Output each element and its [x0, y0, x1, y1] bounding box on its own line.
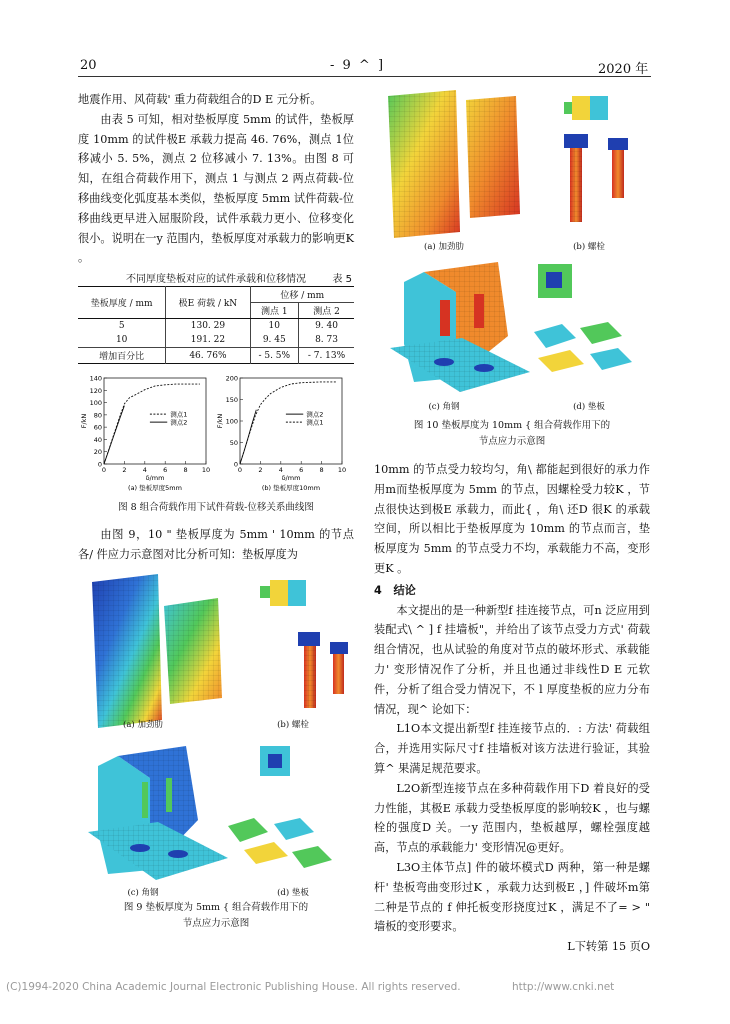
y-tick-label: 200 [225, 374, 238, 383]
fig9-label-d: (d) 垫板 [277, 888, 309, 898]
fig9-caption-line1: 图 9 垫板厚度为 5mm { 组合荷载作用下的 [123, 902, 309, 913]
y-tick-label: 100 [89, 399, 102, 408]
footer-url: http://www.cnki.net [512, 981, 615, 993]
continued-note: L下转第 15 页O [567, 940, 650, 954]
y-tick-label: 50 [229, 439, 238, 447]
cell: 5 [78, 319, 166, 334]
paragraph-2: 由表 5 可知，相对垫板厚度 5mm 的试件，垫板厚度 10mm 的试件极E 承载力提高 46. 76%，测点 1位移减小 5. 5%，测点 2 位移减小 7. 13%。由图 8 可知，在组合荷载作用下，测点 1 与测点 2 两点荷载-位移曲线变化弧度基本类似，垫板厚度 5mm 试件荷载-位移曲线更早进入屈服阶段，试件承载力更小、位移变化很小。说明在一y 范围内，垫板厚度对承载力的影响更K 。 [78, 112, 354, 265]
cell: - 7. 13% [307, 350, 346, 361]
fig8-caption: 图 8 组合荷载作用下试件荷载-位移关系曲线图 [118, 502, 314, 513]
fig10-caption-line1: 图 10 垫板厚度为 10mm { 组合荷载作用下的 [413, 420, 611, 431]
cell: 10 [78, 333, 166, 348]
fig9-label-b: (b) 螺栓 [277, 720, 309, 730]
table-row [78, 319, 354, 334]
table-row [78, 348, 354, 364]
y-tick-label: 120 [89, 386, 102, 395]
col-load: 极E 荷载 / kN [166, 287, 250, 319]
y-tick-label: 60 [93, 423, 102, 432]
fig9-caption [78, 900, 354, 932]
paragraph-1: 地震作用、风荷载' 重力荷载组合的D E 元分析。 [78, 93, 322, 106]
x-axis-label: δ/mm [145, 474, 165, 482]
plot-frame [240, 378, 342, 464]
stiffener-model [388, 90, 520, 238]
legend-label: 测点1 [306, 418, 324, 427]
left-column-text [78, 90, 354, 268]
table-label: 表 5 [332, 274, 352, 285]
conclusion-2: L2O新型连接节点在多种荷载作用下D 着良好的受力性能，其极E 承载力受垫板厚度的影响较K ，也与螺栓的强度D 关。一y 范围内，垫板越厚，螺栓强度越高，节点的承载能力' 变形情况@更好。 [374, 781, 650, 855]
left-column-text-2 [78, 525, 354, 565]
x-tick-label: 8 [319, 466, 324, 474]
cell: 增加百分比 [78, 348, 166, 364]
legend-label: 测点1 [170, 410, 188, 419]
x-tick-label: 2 [258, 466, 263, 474]
chart-title: (a) 垫板厚度5mm [128, 484, 182, 492]
angle-model [390, 262, 530, 392]
x-tick-label: 4 [278, 466, 283, 474]
cell: 9. 45 [250, 333, 299, 348]
chart-title: (b) 垫板厚度10mm [261, 484, 321, 492]
x-tick-label: 6 [163, 466, 168, 474]
paragraph-3: 由图 9，10 " 垫板厚度为 5mm ' 10mm 的节点各/ 件应力示意图对比分析可知：垫板厚度为 [78, 528, 354, 561]
header-rule [78, 76, 651, 77]
bolt-model [564, 96, 628, 222]
section-heading [374, 581, 650, 601]
section-title: 结论 [393, 583, 416, 597]
table-title: 不同厚度垫板对应的试件承载和位移情况 [126, 274, 306, 285]
cell: 130. 29 [166, 319, 250, 334]
x-axis-label: δ/mm [281, 474, 301, 482]
copyright-footer: (C)1994-2020 China Academic Journal Electronic Publishing House. All rights reserved. [6, 981, 461, 993]
cell: - 5. 5% [250, 348, 299, 364]
y-axis-label: F/kN [216, 413, 224, 429]
angle-model [88, 746, 228, 880]
col-thickness: 垫板厚度 / mm [78, 287, 166, 319]
chart-b [214, 370, 354, 495]
y-tick-label: 20 [93, 448, 102, 457]
y-tick-label: 100 [225, 417, 238, 426]
conclusion-3: L3O主体节点] 件的破坏模式D 两种，第一种是螺杆' 垫板弯曲变形过K ，承载力达到极E ，] 件破坏m第二种是节点的 f 伸托板变形挠度过K ，满足不了= > " 墙板的变形要求。 [374, 860, 650, 934]
x-tick-label: 0 [101, 466, 107, 474]
figure-10 [374, 86, 650, 416]
y-tick-label: 0 [97, 460, 102, 469]
col-disp: 位移 / mm [250, 287, 354, 303]
cell: 8. 73 [299, 333, 354, 348]
legend-label: 测点2 [170, 418, 188, 427]
stiffener-model [92, 574, 222, 728]
conclusion-1: L1O本文提出新型f 挂连接节点的．: 方法' 荷载组合，并选用实际尺寸f 挂墙板对该方法进行验证，其验算^ 果满足规范要求。 [374, 722, 650, 775]
x-tick-label: 0 [237, 466, 243, 474]
fig10-label-b: (b) 螺栓 [573, 242, 605, 252]
x-tick-label: 4 [142, 466, 147, 474]
chart-a [78, 370, 218, 495]
col-point2: 测点 2 [299, 303, 354, 319]
y-tick-label: 140 [89, 374, 102, 383]
fig10-label-c: (c) 角钢 [428, 402, 460, 412]
x-tick-label: 2 [122, 466, 127, 474]
fig9-caption-line2: 节点应力示意图 [182, 918, 250, 929]
washer-model [228, 746, 332, 868]
fig9-label-c: (c) 角钢 [127, 888, 159, 898]
cell: 191. 22 [166, 333, 250, 348]
bolt-model [260, 580, 348, 708]
cell: 10 [250, 319, 299, 334]
right-column-text [374, 460, 650, 957]
x-tick-label: 10 [201, 466, 211, 474]
y-tick-label: 150 [225, 396, 238, 404]
fig10-caption [374, 418, 650, 450]
cell: 9. 40 [315, 321, 338, 331]
legend-label: 测点2 [306, 410, 324, 419]
y-tick-label: 40 [93, 435, 102, 444]
table-5 [78, 270, 354, 364]
x-tick-label: 8 [183, 466, 188, 474]
paragraph-r1: 10mm 的节点受力较均匀，角\ 都能起到很好的承力作用m而垫板厚度为 5mm 的节点，因螺栓受力较K ，节点很快达到极E 承载力，而此{ ，角\ 还D 很K 的承载空间，所以相比于垫板厚度为 10mm 的节点而言，垫板厚度为 5mm 的节点受力不均，承载能力不高，变形更K 。 [374, 463, 650, 575]
x-tick-label: 6 [299, 466, 304, 474]
y-tick-label: 80 [93, 411, 102, 420]
fig9-label-a: (a) 加劲肋 [123, 720, 163, 730]
fig9-fea-images [78, 570, 354, 900]
journal-header: - 9 ^ ] [330, 58, 386, 73]
series-line-2 [104, 406, 124, 464]
x-tick-label: 10 [337, 466, 347, 474]
paragraph-r2: 本文提出的是一种新型f 挂连接节点，可n 泛应用到装配式\ ^ ] f 挂墙板"，并给出了该节点受力方式' 荷载组合情况，也从试验的角度对节点的破坏形式、承载能力' 变形情况作了分析，并且也通过非线性D E 元软件，分析了组合受力情况下，不 l 厚度垫板的应力分布情况，现^ 论如下： [374, 603, 650, 716]
y-axis-label: F/kN [80, 413, 88, 429]
cell: 46. 76% [166, 348, 250, 364]
figure-9 [78, 570, 354, 900]
year-header: 2020 年 [598, 62, 649, 77]
fig10-caption-line2: 节点应力示意图 [478, 436, 546, 447]
page-number: 20 [80, 58, 97, 73]
table-row [78, 333, 354, 348]
section-number: 4 [374, 583, 382, 597]
fig10-label-a: (a) 加劲肋 [424, 242, 464, 252]
fig10-label-d: (d) 垫板 [573, 402, 605, 412]
washer-model [534, 264, 632, 372]
y-tick-label: 0 [233, 460, 238, 469]
col-point1: 测点 1 [250, 303, 299, 319]
